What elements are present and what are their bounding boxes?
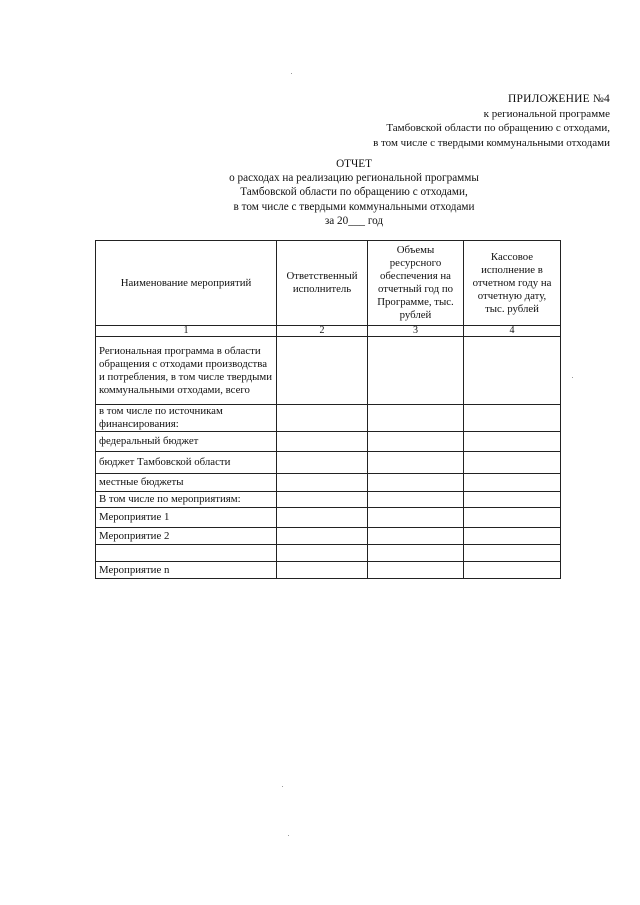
column-number: 1 — [96, 326, 277, 337]
report-title-block — [0, 157, 640, 228]
cell-empty — [464, 474, 561, 492]
table-row — [96, 405, 561, 432]
scan-speck — [288, 835, 289, 836]
cell-empty — [277, 508, 368, 528]
column-number: 3 — [368, 326, 464, 337]
appendix-title: ПРИЛОЖЕНИЕ №4 — [508, 93, 610, 105]
cell-empty — [368, 405, 464, 432]
header-cash-execution: Кассовое исполнение в отчетном году на отчетную дату, тыс. рублей — [464, 241, 561, 326]
row-label-funding-sources: в том числе по источникам финансирования: — [96, 405, 277, 432]
table-row — [96, 508, 561, 528]
cell-empty — [464, 508, 561, 528]
cell-empty — [277, 405, 368, 432]
cell-empty — [368, 432, 464, 452]
cell-empty — [368, 492, 464, 508]
appendix-line-1: к региональной программе — [483, 107, 610, 120]
scan-speck — [291, 73, 292, 74]
row-label-blank — [96, 545, 277, 562]
row-label-local-budgets: местные бюджеты — [96, 474, 277, 492]
header-event-name: Наименование мероприятий — [96, 241, 277, 326]
cell-empty — [368, 452, 464, 474]
scan-speck — [572, 377, 573, 378]
cell-empty — [464, 528, 561, 545]
cell-empty — [464, 337, 561, 405]
report-line-3: в том числе с твердыми коммунальными отходами — [233, 200, 475, 213]
table-row — [96, 562, 561, 579]
report-period: за 20___ год — [324, 214, 384, 227]
table-row — [96, 474, 561, 492]
table-row — [96, 492, 561, 508]
row-label-federal-budget: федеральный бюджет — [96, 432, 277, 452]
cell-empty — [368, 545, 464, 562]
cell-empty — [277, 562, 368, 579]
table-row — [96, 545, 561, 562]
row-label-by-measures: В том числе по мероприятиям: — [96, 492, 277, 508]
cell-empty — [277, 474, 368, 492]
cell-empty — [464, 452, 561, 474]
report-table — [95, 240, 561, 579]
column-number: 4 — [464, 326, 561, 337]
cell-empty — [368, 562, 464, 579]
table-row — [96, 432, 561, 452]
row-label-measure-1: Мероприятие 1 — [96, 508, 277, 528]
report-heading: ОТЧЕТ — [336, 158, 372, 170]
row-label-measure-n: Мероприятие n — [96, 562, 277, 579]
table-row — [96, 337, 561, 405]
appendix-line-3: в том числе с твердыми коммунальными отходами — [373, 136, 610, 149]
appendix-line-2: Тамбовской области по обращению с отходами, — [386, 122, 610, 134]
header-responsible: Ответственный исполнитель — [277, 241, 368, 326]
cell-empty — [464, 405, 561, 432]
cell-empty — [464, 432, 561, 452]
row-label-regional-budget: бюджет Тамбовской области — [96, 452, 277, 474]
appendix-header — [373, 92, 610, 150]
cell-empty — [277, 432, 368, 452]
cell-empty — [368, 474, 464, 492]
cell-empty — [277, 337, 368, 405]
report-line-1: о расходах на реализацию региональной программы — [229, 172, 479, 185]
table-row — [96, 452, 561, 474]
report-line-2: Тамбовской области по обращению с отходами, — [240, 186, 468, 199]
column-number-row — [96, 326, 561, 337]
table-header-row — [96, 241, 561, 326]
row-label-program-total: Региональная программа в области обращения с отходами производства и потребления, в том числе твердыми коммунальными отходами, всего — [96, 337, 277, 405]
cell-empty — [464, 545, 561, 562]
header-planned-volume: Объемы ресурсного обеспечения на отчетный год по Программе, тыс. рублей — [368, 241, 464, 326]
cell-empty — [464, 492, 561, 508]
cell-empty — [368, 528, 464, 545]
cell-empty — [277, 545, 368, 562]
cell-empty — [277, 452, 368, 474]
cell-empty — [277, 492, 368, 508]
column-number: 2 — [277, 326, 368, 337]
cell-empty — [277, 528, 368, 545]
cell-empty — [368, 337, 464, 405]
cell-empty — [464, 562, 561, 579]
scan-speck — [282, 786, 283, 787]
cell-empty — [368, 508, 464, 528]
table-row — [96, 528, 561, 545]
row-label-measure-2: Мероприятие 2 — [96, 528, 277, 545]
